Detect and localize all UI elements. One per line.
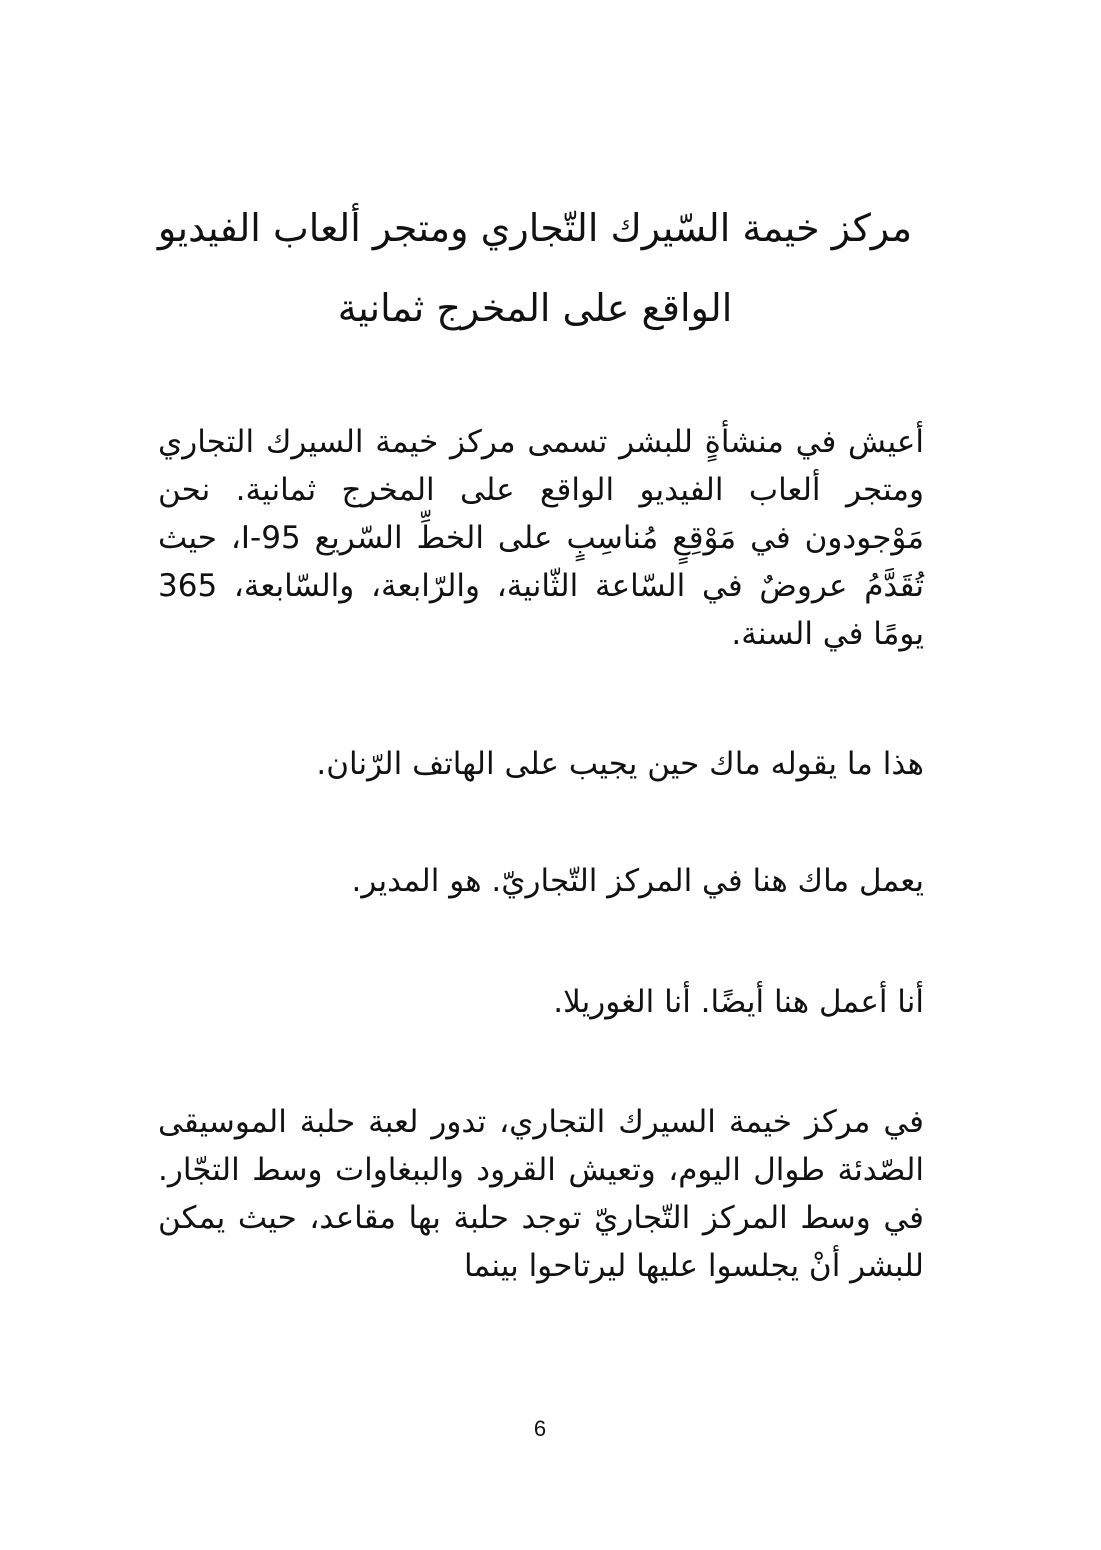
chapter-title [150,188,920,348]
page-number: 6 [533,1416,547,1441]
paragraph-gorilla: أنا أعمل هنا أيضًا. أنا الغوريلا. [553,984,924,1020]
chapter-title-line-2: الواقع على المخرج ثمانية [337,286,733,330]
paragraph-intro: أعيش في منشأةٍ للبشر تسمى مركز خيمة السيرك التجاري ومتجر ألعاب الفيديو الواقع على المخرج ثمانية. نحن مَوْجودون في مَوْقِعٍ مُناسِبٍ على الخطِّ السّريع I-95، حيث تُقَدَّمُ عروضٌ في السّاعة الثّانية، والرّابعة، والسّابعة، 365 يومًا في السنة. [158,424,924,652]
chapter-title-line-1: مركز خيمة السّيرك التّجاري ومتجر ألعاب الفيديو [157,206,913,250]
paragraph-circus-mall: في مركز خيمة السيرك التجاري، تدور لعبة حلبة الموسيقى الصّدئة طوال اليوم، وتعيش القرود والببغاوات وسط التجّار. في وسط المركز التّجاريّ توجد حلبة بها مقاعد، حيث يمكن للبشر أنْ يجلسوا عليها ليرتاحوا بينما [158,1104,924,1284]
paragraph-mack-says: هذا ما يقوله ماك حين يجيب على الهاتف الرّنان. [316,746,924,782]
paragraph-mack-works: يعمل ماك هنا في المركز التّجاريّ. هو المدير. [351,863,924,899]
